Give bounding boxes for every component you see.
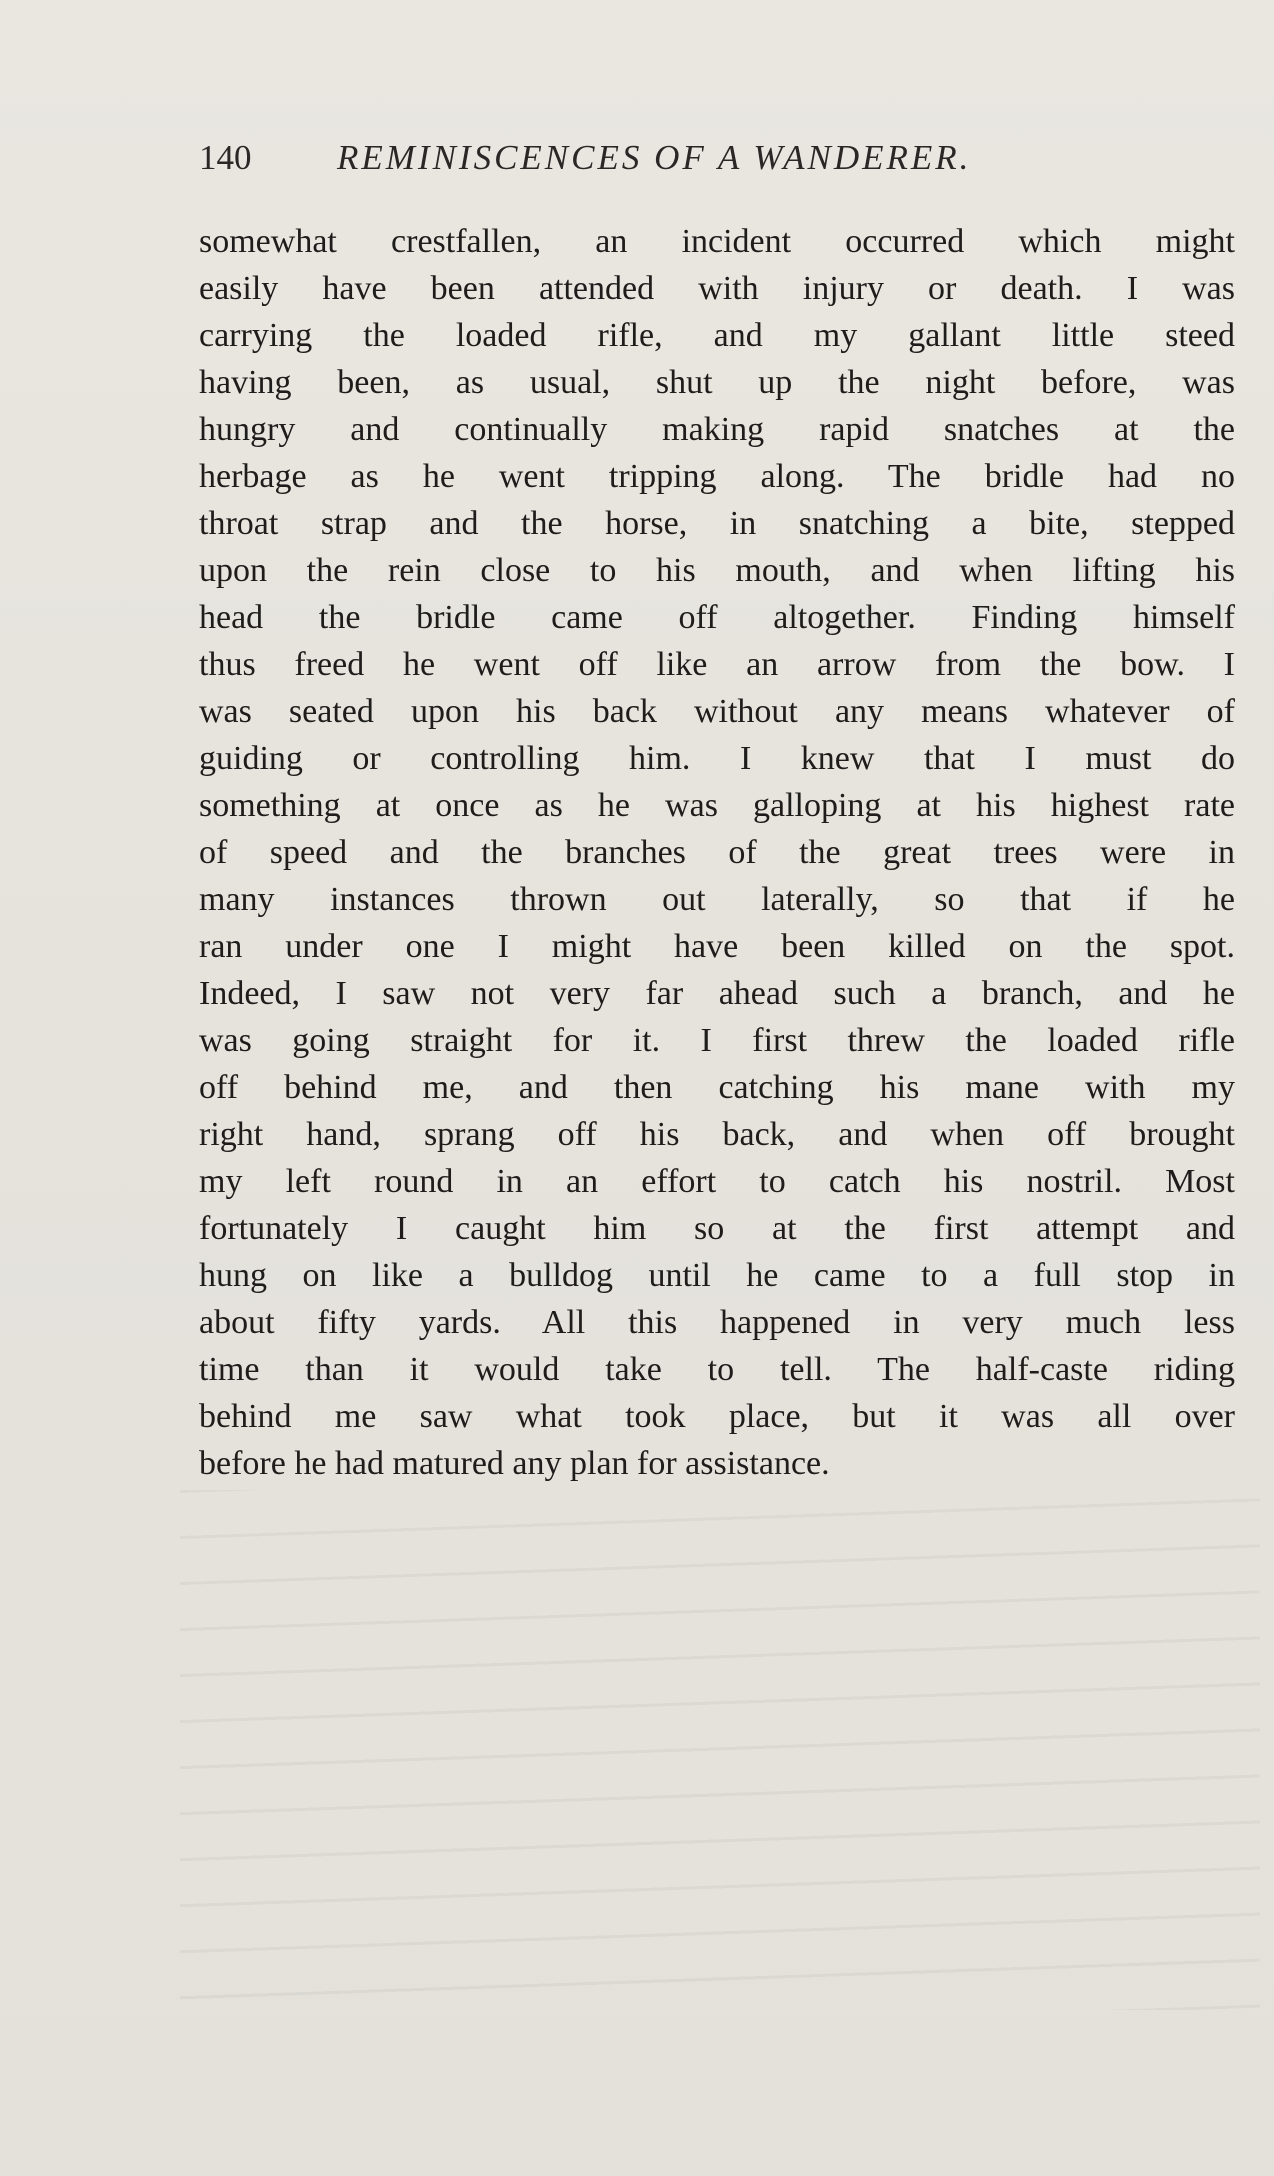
text-line: fortunately I caught him so at the first attempt and [199, 1210, 1235, 1247]
text-line: before he had matured any plan for assistance. [199, 1445, 830, 1482]
running-title: REMINISCENCES OF A WANDERER. [337, 138, 972, 177]
body-text [199, 218, 1235, 1487]
text-line: throat strap and the horse, in snatching a bite, stepped [199, 505, 1235, 542]
text-line: off behind me, and then catching his mane with my [199, 1069, 1235, 1106]
text-line: my left round in an effort to catch his nostril. Most [199, 1163, 1235, 1200]
text-line: behind me saw what took place, but it was all over [199, 1398, 1235, 1435]
text-line: of speed and the branches of the great trees were in [199, 834, 1235, 871]
text-line: herbage as he went tripping along. The bridle had no [199, 458, 1235, 495]
text-line: head the bridle came off altogether. Finding himself [199, 599, 1235, 636]
running-head [199, 138, 1124, 188]
text-line: carrying the loaded rifle, and my gallant little steed [199, 317, 1235, 354]
text-line: easily have been attended with injury or death. I was [199, 270, 1235, 307]
text-line: guiding or controlling him. I knew that I must do [199, 740, 1235, 777]
text-line: Indeed, I saw not very far ahead such a branch, and he [199, 975, 1235, 1012]
text-line: upon the rein close to his mouth, and when lifting his [199, 552, 1235, 589]
text-line: hung on like a bulldog until he came to a full stop in [199, 1257, 1235, 1294]
text-line: right hand, sprang off his back, and when off brought [199, 1116, 1235, 1153]
text-line: many instances thrown out laterally, so that if he [199, 881, 1235, 918]
text-line: somewhat crestfallen, an incident occurred which might [199, 223, 1235, 260]
text-line: about fifty yards. All this happened in very much less [199, 1304, 1235, 1341]
text-line: was seated upon his back without any means whatever of [199, 693, 1235, 730]
text-line: was going straight for it. I first threw the loaded rifle [199, 1022, 1235, 1059]
text-line: something at once as he was galloping at his highest rate [199, 787, 1235, 824]
text-line: ran under one I might have been killed on the spot. [199, 928, 1235, 965]
text-line: thus freed he went off like an arrow from the bow. I [199, 646, 1235, 683]
text-line: time than it would take to tell. The half-caste riding [199, 1351, 1235, 1388]
text-line: hungry and continually making rapid snatches at the [199, 411, 1235, 448]
show-through-shadow [180, 1490, 1260, 2010]
text-line: having been, as usual, shut up the night before, was [199, 364, 1235, 401]
page-number: 140 [199, 138, 252, 177]
